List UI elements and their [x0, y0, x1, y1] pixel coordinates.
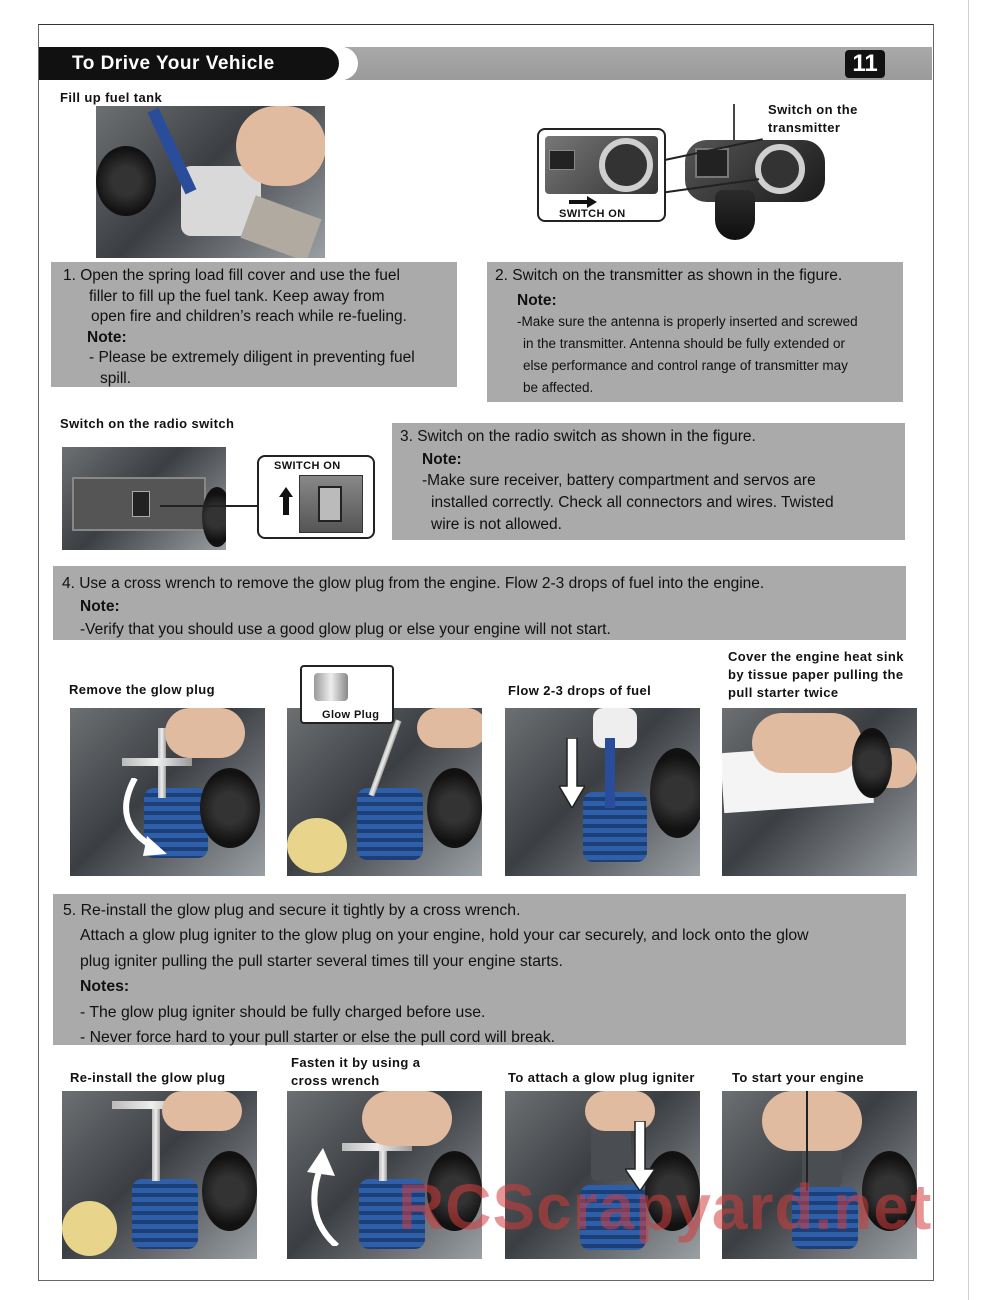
step2-line: 2. Switch on the transmitter as shown in the figure. [495, 267, 843, 284]
step1-line-3: open fire and children’s reach while re-fueling. [91, 308, 407, 325]
step5-note-label: Notes: [80, 978, 130, 996]
header-bar [345, 47, 932, 80]
fuel-tank-label: Fill up fuel tank [60, 90, 163, 105]
step4-panel [53, 566, 906, 640]
step3-line: 3. Switch on the radio switch as shown in the figure. [400, 428, 756, 445]
step5-line-1: Attach a glow plug igniter to the glow plug on your engine, hold your car securely, and lock onto the glow [80, 927, 809, 945]
fuel-tank-photo [96, 106, 325, 258]
radio-switch-label: Switch on the radio switch [60, 416, 235, 431]
reinstall-glow-plug-photo [62, 1091, 257, 1259]
glow-plug-text: Glow Plug [322, 709, 380, 721]
curved-arrow-icon [115, 778, 175, 858]
glow-plug-callout [300, 665, 394, 724]
step5-note-line-2: - Never force hard to your pull starter or else the pull cord will break. [80, 1029, 555, 1047]
transmitter-label-2: transmitter [768, 120, 841, 135]
step5-line-2: plug igniter pulling the pull starter several times till your engine starts. [80, 952, 563, 970]
reinstall-glow-plug-label: Re-install the glow plug [70, 1070, 226, 1085]
radio-switch-photo [62, 447, 226, 550]
cover-heat-sink-label-1: Cover the engine heat sink [728, 649, 904, 664]
step3-panel [392, 423, 905, 540]
step1-line-2: filler to fill up the fuel tank. Keep away from [89, 287, 385, 305]
transmitter-callout [537, 128, 666, 222]
step3-note-line-2: installed correctly. Check all connectors and wires. Twisted [431, 494, 834, 511]
step5-note-line-1: - The glow plug igniter should be fully charged before use. [80, 1003, 486, 1021]
step3-note-label: Note: [422, 450, 462, 468]
step1-panel [51, 262, 457, 387]
step4-note-line: -Verify that you should use a good glow plug or else your engine will not start. [80, 621, 611, 638]
curved-arrow-up-icon [297, 1146, 347, 1246]
arrow-down-icon [559, 738, 585, 808]
step1-note-line-1: - Please be extremely diligent in preventing fuel [89, 349, 415, 366]
step5-panel [53, 894, 906, 1045]
fasten-wrench-label-1: Fasten it by using a [291, 1055, 421, 1070]
step3-note-line-1: -Make sure receiver, battery compartment and servos are [422, 472, 816, 489]
step5-line: 5. Re-install the glow plug and secure it tightly by a cross wrench. [63, 902, 521, 919]
step1-note-line-2: spill. [100, 369, 132, 387]
step2-panel [487, 262, 903, 402]
watermark-text: RCScrapyard.net [398, 1171, 933, 1243]
transmitter-grip [715, 190, 755, 240]
transmitter-label-1: Switch on the [768, 102, 858, 117]
step2-note-line-1: -Make sure the antenna is properly inserted and screwed [517, 314, 858, 329]
step2-note-line-4: be affected. [523, 380, 594, 395]
step2-note-line-3: else performance and control range of transmitter may [523, 358, 848, 373]
radio-callout-line [160, 505, 260, 507]
cover-heat-sink-label-3: pull starter twice [728, 685, 839, 700]
remove-glow-plug-photo [70, 708, 265, 876]
radio-switch-callout [257, 455, 375, 539]
start-engine-label: To start your engine [732, 1070, 864, 1085]
arrow-right-icon [569, 196, 597, 208]
attach-igniter-label: To attach a glow plug igniter [508, 1070, 695, 1085]
step2-note-label: Note: [517, 291, 557, 309]
margin-rule [968, 0, 969, 1300]
step4-line: 4. Use a cross wrench to remove the glow plug from the engine. Flow 2-3 drops of fuel into the engine. [62, 575, 765, 592]
radio-switch-on-text: SWITCH ON [274, 460, 341, 472]
page-title: To Drive Your Vehicle [72, 53, 275, 74]
fasten-wrench-label-2: cross wrench [291, 1073, 380, 1088]
remove-glow-plug-label: Remove the glow plug [69, 682, 215, 697]
step3-note-line-3: wire is not allowed. [431, 516, 562, 533]
step1-note-label: Note: [87, 328, 127, 346]
tissue-paper-photo [722, 708, 917, 876]
cover-heat-sink-label-2: by tissue paper pulling the [728, 667, 904, 682]
flow-fuel-label: Flow 2-3 drops of fuel [508, 683, 652, 698]
step1-line-1: 1. Open the spring load fill cover and use the fuel [63, 267, 400, 284]
glow-plug-photo [287, 708, 482, 876]
arrow-up-icon [279, 487, 293, 515]
flow-fuel-photo [505, 708, 700, 876]
step2-note-line-2: in the transmitter. Antenna should be fully extended or [523, 336, 845, 351]
step4-note-label: Note: [80, 598, 120, 615]
transmitter-switch-on-text: SWITCH ON [559, 208, 626, 220]
page-number: 11 [845, 50, 885, 78]
